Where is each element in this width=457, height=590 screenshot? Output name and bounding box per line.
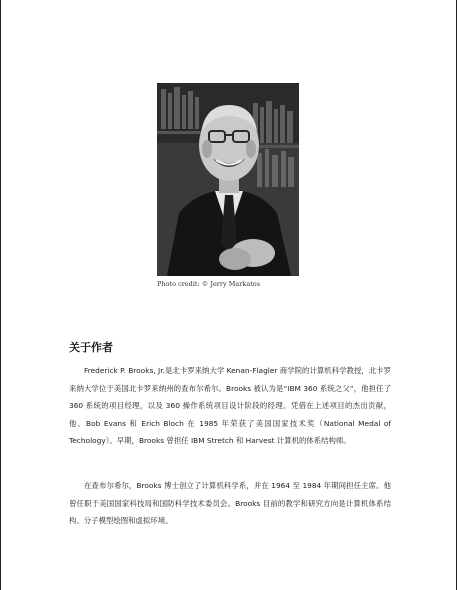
bio-paragraph-2: 在查布尔希尔，Brooks 博士创立了计算机科学系，并在 1964 至 1984 年期间担任主席。他曾任职于美国国家科技局和国防科学技术委员会。Brooks 目前的教学和研究方向是计算机体系结构、分子模型绘图和虚拟环境。	[69, 481, 391, 525]
section-title: 关于作者	[69, 341, 113, 354]
bio-paragraph-1: Frederick P. Brooks, Jr.是北卡罗来纳大学 Kenan-Flagler 商学院的计算机科学教授，北卡罗来纳大学位于美国北卡罗来纳州的查布尔希尔。Brooks 被认为是“IBM 360 系统之父”，他担任了 360 系统的项目经理，以及 360 操作系统项目设计阶段的经理。凭借在上述项目的杰出贡献，他、Bob Evans 和 Erich Bloch 在 1985 年荣获了美国国家技术奖（National Medal of Techology）。早期，Brooks 曾担任 IBM Stretch 和 Harvest 计算机的体系结构师。	[69, 366, 391, 445]
photo-caption: Photo credit: © Jerry Markatos	[157, 280, 261, 288]
page-border-left	[0, 0, 1, 590]
author-photo	[157, 83, 299, 276]
